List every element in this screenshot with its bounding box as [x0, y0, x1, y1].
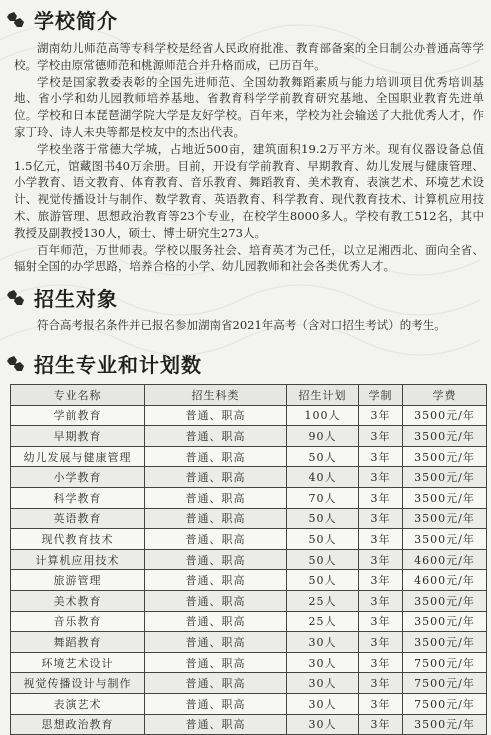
cell-major: 英语教育: [11, 508, 145, 529]
cell-quota: 30人: [287, 714, 359, 735]
cell-major: 视觉传播设计与制作: [11, 673, 145, 694]
cell-category: 普通、职高: [145, 714, 287, 735]
cell-duration: 3年: [359, 652, 403, 673]
plan-title: 招生专业和计划数: [34, 353, 202, 377]
intro-title: 学校简介: [34, 9, 118, 33]
table-row: [11, 426, 487, 447]
cell-major: 舞蹈教育: [11, 632, 145, 653]
cell-quota: 30人: [287, 693, 359, 714]
cell-tuition: 3500元/年: [403, 446, 487, 467]
cell-major: 环境艺术设计: [11, 652, 145, 673]
cell-major: 美术教育: [11, 590, 145, 611]
cell-major: 早期教育: [11, 426, 145, 447]
cell-category: 普通、职高: [145, 426, 287, 447]
cell-quota: 30人: [287, 652, 359, 673]
intro-paragraph: 学校坐落于常德大学城，占地近500亩，建筑面积19.2万平方米。现有仪器设备总值1.5亿元，馆藏图书40万余册。目前，开设有学前教育、早期教育、幼儿发展与健康管理、小学教育、语文教育、体育教育、音乐教育、舞蹈教育、美术教育、表演艺术、环境艺术设计、视觉传播设计与制作、数学教育、英语教育、科学教育、现代教育技术、计算机应用技术、旅游管理、思想政治教育等23个专业，在校学生8000多人。学校有教工512名，其中教授及副教授130人，硕士、博士研究生273人。: [14, 141, 484, 240]
cell-tuition: 7500元/年: [403, 652, 487, 673]
cell-quota: 30人: [287, 632, 359, 653]
double-hexagon-icon: [6, 354, 26, 374]
cell-major: 计算机应用技术: [11, 549, 145, 570]
cell-quota: 70人: [287, 487, 359, 508]
cell-category: 普通、职高: [145, 487, 287, 508]
cell-duration: 3年: [359, 570, 403, 591]
table-row: [11, 632, 487, 653]
table-row: [11, 714, 487, 735]
cell-quota: 50人: [287, 570, 359, 591]
cell-quota: 40人: [287, 467, 359, 488]
cell-category: 普通、职高: [145, 467, 287, 488]
table-row: [11, 590, 487, 611]
cell-tuition: 3500元/年: [403, 405, 487, 426]
cell-duration: 3年: [359, 405, 403, 426]
double-hexagon-icon: [6, 288, 26, 308]
cell-duration: 3年: [359, 446, 403, 467]
cell-duration: 3年: [359, 693, 403, 714]
cell-category: 普通、职高: [145, 549, 287, 570]
target-requirement-text: 符合高考报名条件并已报名参加湖南省2021年高考（含对口招生考试）的考生。: [37, 318, 446, 332]
cell-tuition: 3500元/年: [403, 611, 487, 632]
intro-text-block: [14, 40, 484, 275]
cell-major: 学前教育: [11, 405, 145, 426]
cell-category: 普通、职高: [145, 529, 287, 550]
cell-duration: 3年: [359, 529, 403, 550]
cell-duration: 3年: [359, 487, 403, 508]
header-major: 专业名称: [11, 385, 145, 406]
cell-quota: 25人: [287, 611, 359, 632]
table-header-row: [11, 385, 487, 406]
header-quota: 招生计划: [287, 385, 359, 406]
table-row: [11, 405, 487, 426]
table-row: [11, 570, 487, 591]
cell-tuition: 4600元/年: [403, 570, 487, 591]
cell-duration: 3年: [359, 673, 403, 694]
cell-tuition: 3500元/年: [403, 590, 487, 611]
cell-tuition: 3500元/年: [403, 487, 487, 508]
cell-major: 旅游管理: [11, 570, 145, 591]
cell-duration: 3年: [359, 590, 403, 611]
cell-quota: 50人: [287, 529, 359, 550]
table-row: [11, 446, 487, 467]
cell-duration: 3年: [359, 714, 403, 735]
cell-category: 普通、职高: [145, 570, 287, 591]
cell-duration: 3年: [359, 426, 403, 447]
header-category: 招生科类: [145, 385, 287, 406]
cell-category: 普通、职高: [145, 611, 287, 632]
table-row: [11, 693, 487, 714]
cell-tuition: 3500元/年: [403, 508, 487, 529]
section-heading-intro: [6, 5, 118, 34]
cell-tuition: 3500元/年: [403, 714, 487, 735]
cell-category: 普通、职高: [145, 446, 287, 467]
cell-duration: 3年: [359, 549, 403, 570]
cell-tuition: 3500元/年: [403, 529, 487, 550]
cell-tuition: 7500元/年: [403, 673, 487, 694]
section-heading-target: [6, 283, 118, 312]
cell-duration: 3年: [359, 508, 403, 529]
cell-tuition: 3500元/年: [403, 632, 487, 653]
table-row: [11, 673, 487, 694]
cell-tuition: 3500元/年: [403, 467, 487, 488]
target-title: 招生对象: [34, 287, 118, 311]
cell-duration: 3年: [359, 611, 403, 632]
table-row: [11, 467, 487, 488]
table-row: [11, 508, 487, 529]
table-row: [11, 611, 487, 632]
cell-major: 科学教育: [11, 487, 145, 508]
cell-category: 普通、职高: [145, 632, 287, 653]
cell-duration: 3年: [359, 467, 403, 488]
cell-major: 幼儿发展与健康管理: [11, 446, 145, 467]
enrollment-plan-table: [10, 384, 487, 735]
cell-duration: 3年: [359, 632, 403, 653]
table-row: [11, 487, 487, 508]
double-hexagon-icon: [6, 10, 26, 30]
cell-major: 思想政治教育: [11, 714, 145, 735]
cell-category: 普通、职高: [145, 693, 287, 714]
table-row: [11, 549, 487, 570]
cell-major: 小学教育: [11, 467, 145, 488]
cell-category: 普通、职高: [145, 508, 287, 529]
header-duration: 学制: [359, 385, 403, 406]
cell-category: 普通、职高: [145, 673, 287, 694]
intro-paragraph: 百年师范，万世师表。学校以服务社会、培育英才为己任，以立足湘西北、面向全省、辐射全国的办学思路，培养合格的小学、幼儿园教师和社会各类优秀人才。: [14, 242, 484, 274]
cell-quota: 30人: [287, 673, 359, 694]
cell-quota: 25人: [287, 590, 359, 611]
cell-tuition: 7500元/年: [403, 693, 487, 714]
intro-paragraph: 学校是国家教委表彰的全国先进师范、全国幼教舞蹈素质与能力培训项目优秀培训基地、省小学和幼儿园教师培养基地、省教育科学学前教育研究基地、全国职业教育先进单位。学校和日本琵琶湖学院大学是友好学校。百年来，学校为社会输送了大批优秀人才，作家丁玲、诗人未央等都是校友中的杰出代表。: [14, 74, 484, 139]
cell-quota: 50人: [287, 446, 359, 467]
cell-major: 现代教育技术: [11, 529, 145, 550]
cell-category: 普通、职高: [145, 590, 287, 611]
cell-category: 普通、职高: [145, 405, 287, 426]
table-row: [11, 652, 487, 673]
header-tuition: 学费: [403, 385, 487, 406]
cell-major: 表演艺术: [11, 693, 145, 714]
cell-quota: 100人: [287, 405, 359, 426]
cell-tuition: 3500元/年: [403, 426, 487, 447]
cell-quota: 50人: [287, 549, 359, 570]
cell-quota: 50人: [287, 508, 359, 529]
cell-quota: 90人: [287, 426, 359, 447]
cell-category: 普通、职高: [145, 652, 287, 673]
section-heading-plan: [6, 349, 202, 378]
cell-tuition: 4600元/年: [403, 549, 487, 570]
intro-paragraph: 湖南幼儿师范高等专科学校是经省人民政府批准、教育部备案的全日制公办普通高等学校。学校由原常德师范和桃源师范合并升格而成，已历百年。: [14, 41, 484, 72]
cell-major: 音乐教育: [11, 611, 145, 632]
table-row: [11, 529, 487, 550]
